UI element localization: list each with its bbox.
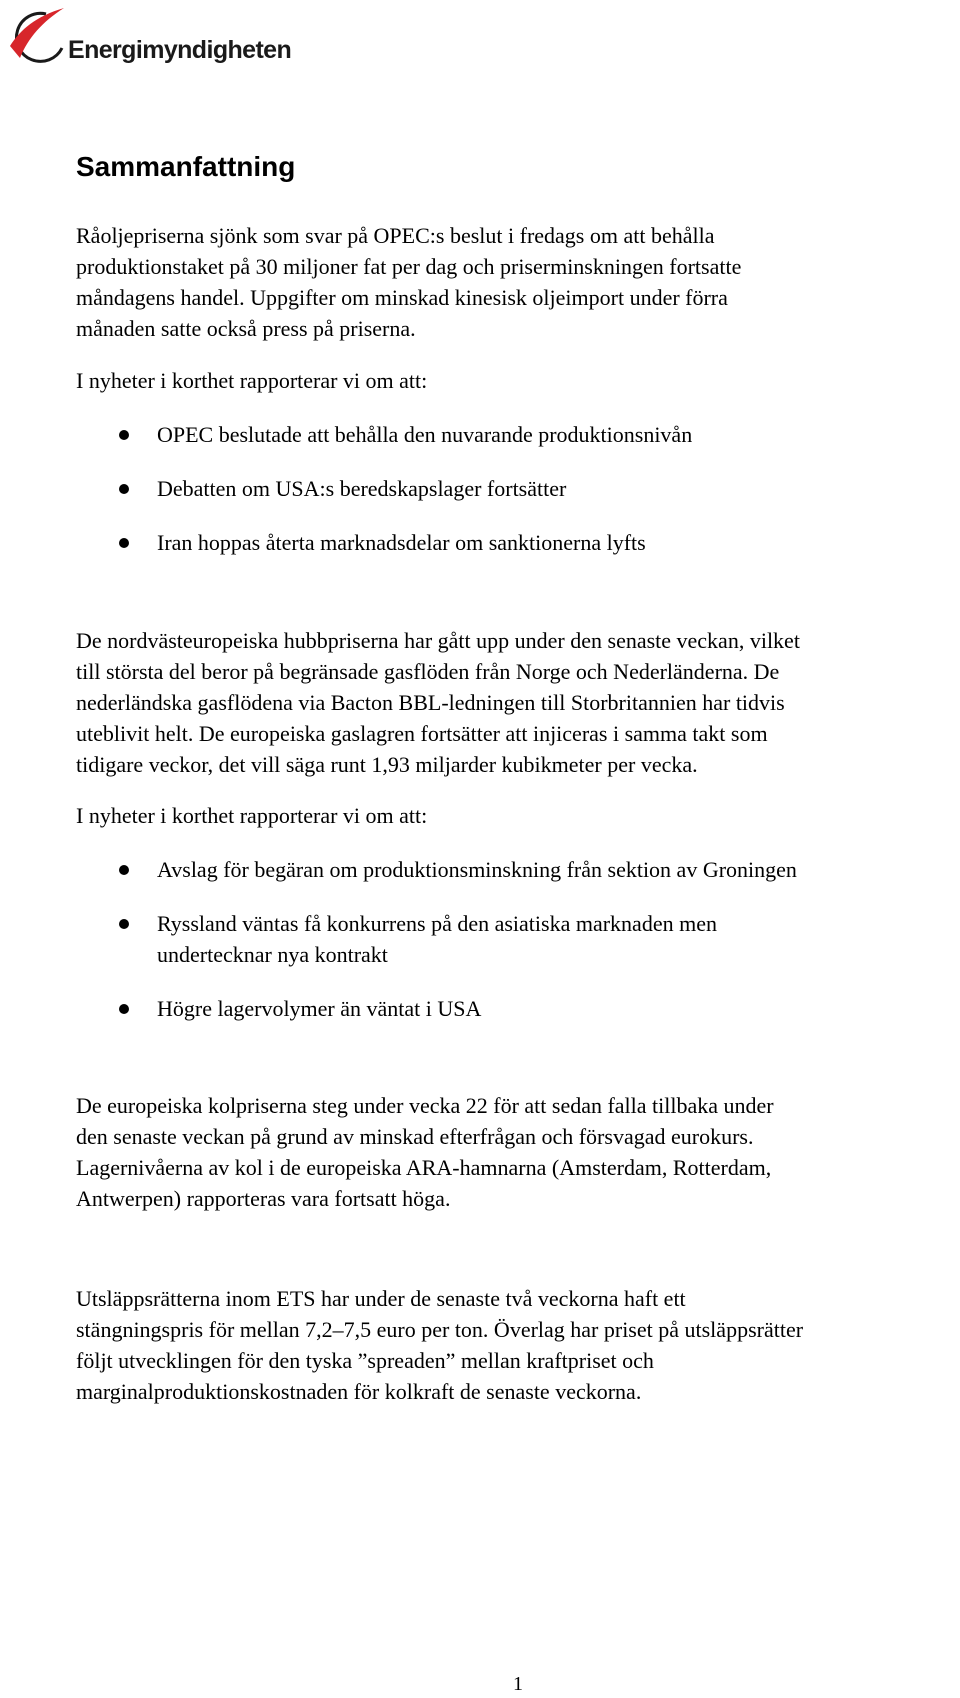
text-line: tidigare veckor, det vill säga runt 1,93 miljarder kubikmeter per vecka. (76, 752, 698, 777)
bullet-icon (119, 430, 129, 440)
text-line: produktionstaket på 30 miljoner fat per dag och priserminskningen fortsatte (76, 254, 742, 279)
ets-summary-paragraph (76, 1283, 956, 1407)
text-line: måndagens handel. Uppgifter om minskad kinesisk oljeimport under förra (76, 285, 728, 310)
bullet-icon (119, 1004, 129, 1014)
bullet-text: Ryssland väntas få konkurrens på den asiatiska marknaden men (157, 911, 717, 936)
text-line: De europeiska kolpriserna steg under vecka 22 för att sedan falla tillbaka under (76, 1093, 774, 1118)
text-line: till största del beror på begränsade gasflöden från Norge och Nederländerna. De (76, 659, 780, 684)
page-number: 1 (513, 1673, 523, 1695)
page-title: Sammanfattning (76, 151, 296, 182)
text-line: I nyheter i korthet rapporterar vi om att: (76, 803, 428, 828)
text-line: Antwerpen) rapporteras vara fortsatt höga. (76, 1186, 451, 1211)
bullet-text: Avslag för begäran om produktionsminskning från sektion av Groningen (157, 857, 797, 882)
oil-summary-paragraph (76, 220, 956, 344)
bullet-icon (119, 484, 129, 494)
text-line: De nordvästeuropeiska hubbpriserna har gått upp under den senaste veckan, vilket (76, 628, 800, 653)
text-line: uteblivit helt. De europeiska gaslagren fortsätter att injiceras i samma takt som (76, 721, 768, 746)
bullet-text: OPEC beslutade att behålla den nuvarande produktionsnivån (157, 422, 693, 447)
bullet-icon (119, 538, 129, 548)
text-line: nederländska gasflödena via Bacton BBL-ledningen till Storbritannien har tidvis (76, 690, 785, 715)
bullet-icon (119, 865, 129, 875)
text-line: Utsläppsrätterna inom ETS har under de senaste två veckorna haft ett (76, 1286, 686, 1311)
bullet-text: undertecknar nya kontrakt (157, 942, 388, 967)
news-intro-gas (76, 800, 956, 831)
coal-summary-paragraph (76, 1090, 956, 1214)
news-intro-oil (76, 365, 956, 396)
bullet-text: Högre lagervolymer än väntat i USA (157, 996, 482, 1021)
text-line: Lagernivåerna av kol i de europeiska ARA-hamnarna (Amsterdam, Rotterdam, (76, 1155, 772, 1180)
text-line: följt utvecklingen för den tyska ”spreaden” mellan kraftpriset och (76, 1348, 654, 1373)
text-line: månaden satte också press på priserna. (76, 316, 416, 341)
logo (6, 6, 292, 68)
bullet-icon (119, 919, 129, 929)
gas-summary-paragraph (76, 625, 956, 780)
logo-text: Energimyndigheten (68, 36, 292, 64)
text-line: Råoljepriserna sjönk som svar på OPEC:s beslut i fredags om att behålla (76, 223, 715, 248)
text-line: marginalproduktionskostnaden för kolkraft de senaste veckorna. (76, 1379, 642, 1404)
text-line: stängningspris för mellan 7,2–7,5 euro per ton. Överlag har priset på utsläppsrätter (76, 1317, 804, 1342)
energimyndigheten-logo-icon (6, 6, 68, 68)
bullet-text: Iran hoppas återta marknadsdelar om sanktionerna lyfts (157, 530, 646, 555)
text-line: I nyheter i korthet rapporterar vi om att: (76, 368, 428, 393)
bullet-text: Debatten om USA:s beredskapslager fortsätter (157, 476, 567, 501)
text-line: den senaste veckan på grund av minskad efterfrågan och försvagad eurokurs. (76, 1124, 754, 1149)
